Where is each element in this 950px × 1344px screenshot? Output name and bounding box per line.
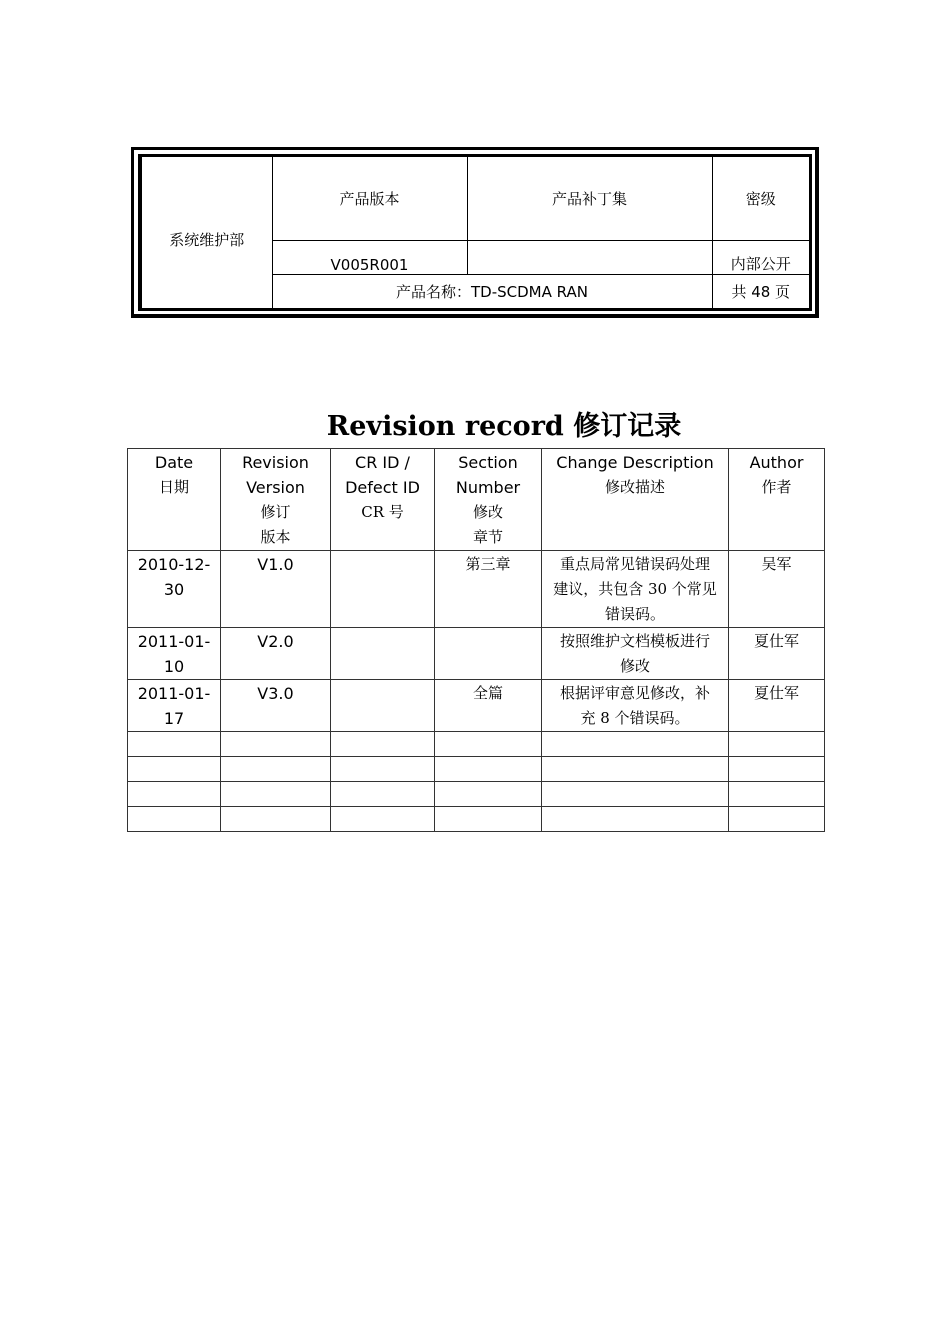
empty-cell bbox=[435, 757, 542, 782]
column-header-en: Date bbox=[154, 453, 194, 472]
department-cell: 系统维护部 bbox=[142, 157, 272, 308]
empty-cell bbox=[729, 807, 825, 832]
empty-row bbox=[128, 807, 825, 832]
table-row bbox=[128, 628, 825, 680]
cell-text: 全篇 bbox=[472, 684, 503, 702]
cell-text: 2011-01- bbox=[137, 632, 211, 651]
empty-cell bbox=[729, 732, 825, 757]
security-level-value: 内部公开 bbox=[712, 240, 809, 274]
cell-text: V3.0 bbox=[257, 684, 294, 703]
column-header-cn: 修改 bbox=[472, 503, 503, 521]
empty-cell bbox=[435, 732, 542, 757]
empty-row bbox=[128, 757, 825, 782]
cell-text: 夏仕军 bbox=[753, 632, 799, 650]
column-header bbox=[331, 449, 435, 551]
cell-version bbox=[221, 628, 331, 680]
column-header-en: Revision bbox=[242, 453, 309, 472]
column-header-cn: 修改描述 bbox=[604, 478, 665, 496]
column-header-cn: 版本 bbox=[260, 528, 291, 546]
cell-section bbox=[435, 551, 542, 628]
cell-text: 第三章 bbox=[465, 555, 511, 573]
cell-section bbox=[435, 628, 542, 680]
empty-cell bbox=[221, 807, 331, 832]
empty-cell bbox=[331, 757, 435, 782]
cell-description bbox=[542, 628, 729, 680]
column-header bbox=[542, 449, 729, 551]
cell-text: 10 bbox=[163, 657, 185, 676]
cell-text: 2011-01- bbox=[137, 684, 211, 703]
column-header-cn: 日期 bbox=[158, 478, 189, 496]
column-header bbox=[729, 449, 825, 551]
column-header-en: CR ID / bbox=[355, 453, 410, 472]
column-header-cn: 章节 bbox=[472, 528, 503, 546]
empty-cell bbox=[435, 782, 542, 807]
empty-cell bbox=[542, 757, 729, 782]
empty-cell bbox=[128, 807, 221, 832]
cell-text: 吴军 bbox=[761, 555, 792, 573]
empty-row bbox=[128, 782, 825, 807]
header-row bbox=[128, 449, 825, 551]
cell-date bbox=[128, 680, 221, 732]
column-header bbox=[221, 449, 331, 551]
cell-text: 建议，共包含 30 个常见 bbox=[553, 580, 717, 598]
patch-set-value bbox=[467, 240, 712, 274]
cell-text: 按照维护文档模板进行 bbox=[559, 632, 710, 650]
cell-text: 充 8 个错误码。 bbox=[580, 709, 690, 727]
cell-description bbox=[542, 551, 729, 628]
empty-cell bbox=[542, 732, 729, 757]
cell-author bbox=[729, 628, 825, 680]
revision-table-header bbox=[128, 449, 825, 551]
empty-cell bbox=[331, 732, 435, 757]
cell-text: 2010-12- bbox=[137, 555, 211, 574]
page-title: Revision record 修订记录 bbox=[326, 411, 682, 442]
column-header bbox=[128, 449, 221, 551]
cell-text: 30 bbox=[163, 580, 185, 599]
cell-text: 错误码。 bbox=[604, 605, 665, 623]
patch-set-label: 产品补丁集 bbox=[467, 157, 712, 240]
empty-cell bbox=[221, 782, 331, 807]
revision-table-body bbox=[128, 551, 825, 832]
cell-text: V2.0 bbox=[257, 632, 294, 651]
column-header-cn: 修订 bbox=[260, 503, 291, 521]
revision-record-table bbox=[127, 448, 825, 832]
cell-version bbox=[221, 680, 331, 732]
cell-cr-id bbox=[331, 551, 435, 628]
empty-cell bbox=[729, 782, 825, 807]
empty-cell bbox=[435, 807, 542, 832]
cell-date bbox=[128, 628, 221, 680]
product-name: 产品名称：TD-SCDMA RAN bbox=[272, 274, 712, 308]
column-header-en: Author bbox=[749, 453, 804, 472]
column-header-en: Section bbox=[458, 453, 518, 472]
empty-cell bbox=[128, 782, 221, 807]
cell-author bbox=[729, 680, 825, 732]
empty-cell bbox=[128, 757, 221, 782]
column-header-cn: 作者 bbox=[761, 478, 792, 496]
product-version-value: V005R001 bbox=[272, 240, 467, 274]
document-header-table bbox=[142, 157, 809, 309]
empty-row bbox=[128, 732, 825, 757]
column-header bbox=[435, 449, 542, 551]
cell-date bbox=[128, 551, 221, 628]
cell-text: V1.0 bbox=[257, 555, 294, 574]
empty-cell bbox=[331, 807, 435, 832]
column-header-en: Change Description bbox=[556, 453, 714, 472]
column-header-en: Version bbox=[246, 478, 305, 497]
security-level-label: 密级 bbox=[712, 157, 809, 240]
cell-cr-id bbox=[331, 628, 435, 680]
column-header-en: Number bbox=[455, 478, 521, 497]
empty-cell bbox=[542, 807, 729, 832]
column-header-cn: CR 号 bbox=[361, 503, 404, 521]
cell-cr-id bbox=[331, 680, 435, 732]
table-row bbox=[128, 551, 825, 628]
cell-text: 根据评审意见修改，补 bbox=[559, 684, 710, 702]
cell-text: 17 bbox=[163, 709, 185, 728]
empty-cell bbox=[221, 732, 331, 757]
empty-cell bbox=[221, 757, 331, 782]
column-header-en: Defect ID bbox=[345, 478, 420, 497]
cell-text: 修改 bbox=[619, 657, 650, 675]
page-count: 共 48 页 bbox=[712, 274, 809, 308]
cell-description bbox=[542, 680, 729, 732]
table-row bbox=[128, 680, 825, 732]
empty-cell bbox=[128, 732, 221, 757]
cell-section bbox=[435, 680, 542, 732]
cell-text: 重点局常见错误码处理 bbox=[559, 555, 710, 573]
empty-cell bbox=[729, 757, 825, 782]
empty-cell bbox=[542, 782, 729, 807]
cell-author bbox=[729, 551, 825, 628]
cell-version bbox=[221, 551, 331, 628]
empty-cell bbox=[331, 782, 435, 807]
product-version-label: 产品版本 bbox=[272, 157, 467, 240]
cell-text: 夏仕军 bbox=[753, 684, 799, 702]
